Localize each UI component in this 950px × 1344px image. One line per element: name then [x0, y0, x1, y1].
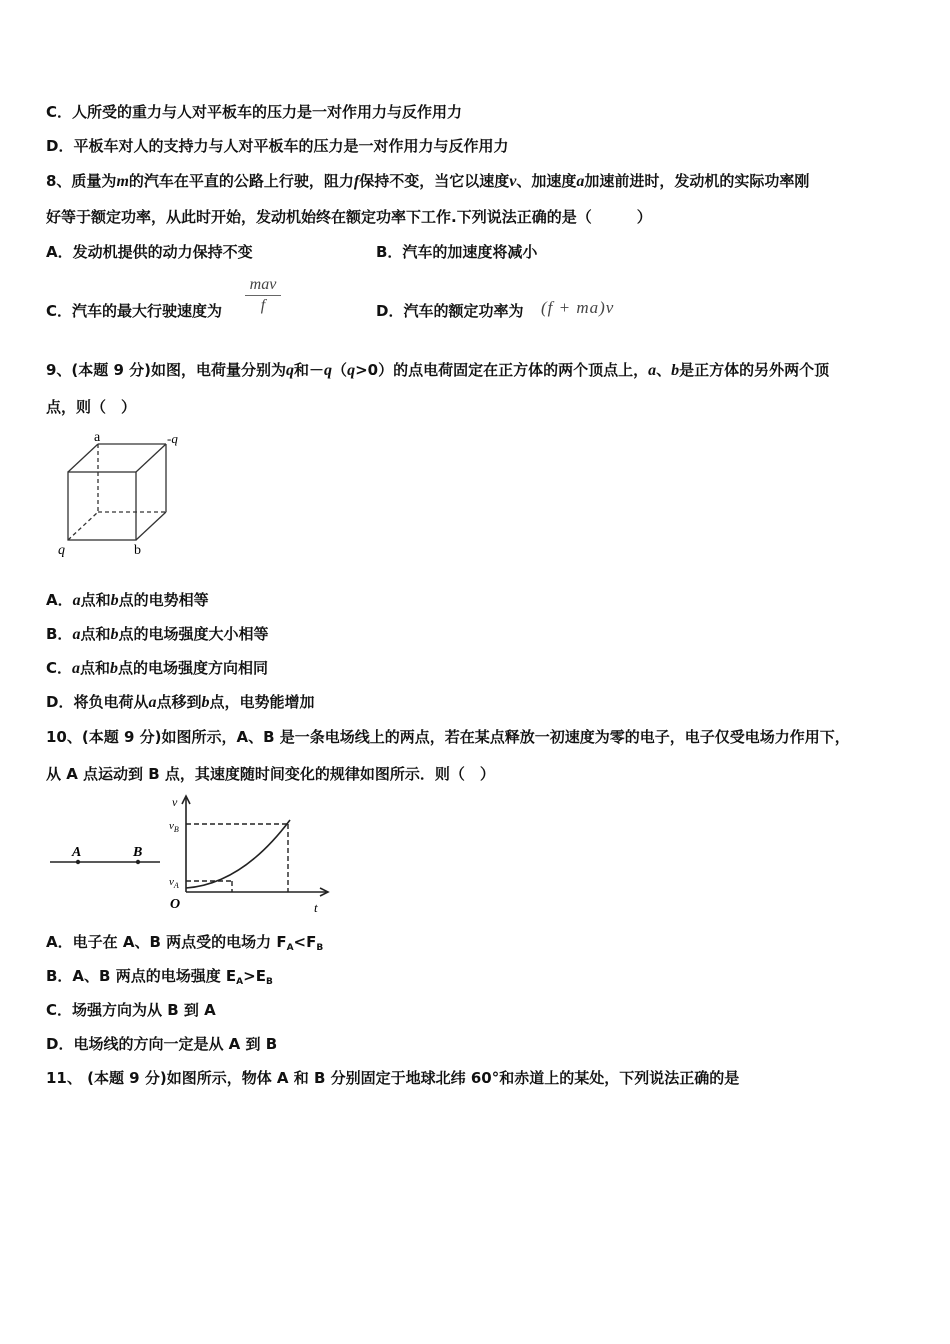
- q10-option-a: A．电子在 A、B 两点受的电场力 $F_A<F_B$: [46, 933, 324, 953]
- q11-stem: 11、 (本题 9 分)如图所示，物体 A 和 B 分别固定于地球北纬 60°和赤道上的某处，下列说法正确的是: [46, 1069, 740, 1087]
- q9-stem-line1: 9、(本题 9 分)如图，电荷量分别为q和－q（q>0）的点电荷固定在正方体的两个顶点上，a、b是正方体的另外两个顶: [46, 361, 830, 379]
- velocity-time-graph: [162, 792, 338, 916]
- fraction-denominator: f: [245, 295, 281, 315]
- q9-option-b: B．a点和b点的电场强度大小相等: [46, 625, 269, 643]
- q10-option-b: B．A、B 两点的电场强度 $E_A>E_B$: [46, 967, 273, 987]
- label-point-b: B: [133, 845, 143, 860]
- q7-option-d: D．平板车对人的支持力与人对平板车的压力是一对作用力与反作用力: [46, 137, 509, 155]
- label-point-a: A: [72, 845, 82, 860]
- q10-option-c: C．场强方向为从 B 到 A: [46, 1001, 216, 1019]
- q8-option-c: C．汽车的最大行驶速度为: [46, 302, 223, 320]
- point-b-dot: [136, 860, 140, 864]
- q8-fraction-mav-over-f: [245, 276, 281, 315]
- origin-label: O: [170, 897, 181, 912]
- label-a: a: [94, 430, 101, 445]
- fraction-numerator: mav: [249, 276, 277, 293]
- q9-option-d: D．将负电荷从a点移到b点，电势能增加: [46, 693, 315, 711]
- axis-t-label: t: [314, 900, 318, 915]
- label-negative-q: -q: [167, 431, 178, 446]
- q9-option-a: A．a点和b点的电势相等: [46, 591, 209, 609]
- q10-stem-line2: 从 A 点运动到 B 点，其速度随时间变化的规律如图所示．则（ ）: [46, 765, 495, 783]
- q7-option-c: C．人所受的重力与人对平板车的压力是一对作用力与反作用力: [46, 103, 463, 121]
- q10-stem-line1: 10、(本题 9 分)如图所示，A、B 是一条电场线上的两点，若在某点释放一初速度为零的电子，电子仅受电场力作用下，: [46, 728, 850, 746]
- cube-figure: [50, 430, 200, 562]
- axis-v-label: v: [172, 795, 178, 809]
- va-label: $v_A$: [169, 876, 179, 890]
- label-b: b: [134, 543, 141, 558]
- field-line-figure: [46, 842, 166, 872]
- vb-label: $v_B$: [169, 820, 179, 834]
- label-q: q: [58, 543, 65, 558]
- point-a-dot: [76, 860, 80, 864]
- q9-stem-line2: 点，则（ ）: [46, 398, 137, 416]
- velocity-curve: [186, 820, 290, 888]
- q8-stem-line1: 8、质量为m的汽车在平直的公路上行驶，阻力f保持不变，当它以速度v、加速度a加速前进时，发动机的实际功率刚: [46, 172, 810, 190]
- q8-power-expression: (f + ma)v: [541, 298, 615, 317]
- q8-stem-line2: 好等于额定功率，从此时开始，发动机始终在额定功率下工作.下列说法正确的是（ ）: [46, 208, 652, 226]
- q9-option-c: C．a点和b点的电场强度方向相同: [46, 659, 269, 677]
- q8-option-a: A．发动机提供的动力保持不变: [46, 243, 253, 261]
- q8-option-b: B．汽车的加速度将减小: [376, 243, 538, 261]
- q8-option-d: D．汽车的额定功率为: [376, 302, 524, 320]
- q10-option-d: D．电场线的方向一定是从 A 到 B: [46, 1035, 278, 1053]
